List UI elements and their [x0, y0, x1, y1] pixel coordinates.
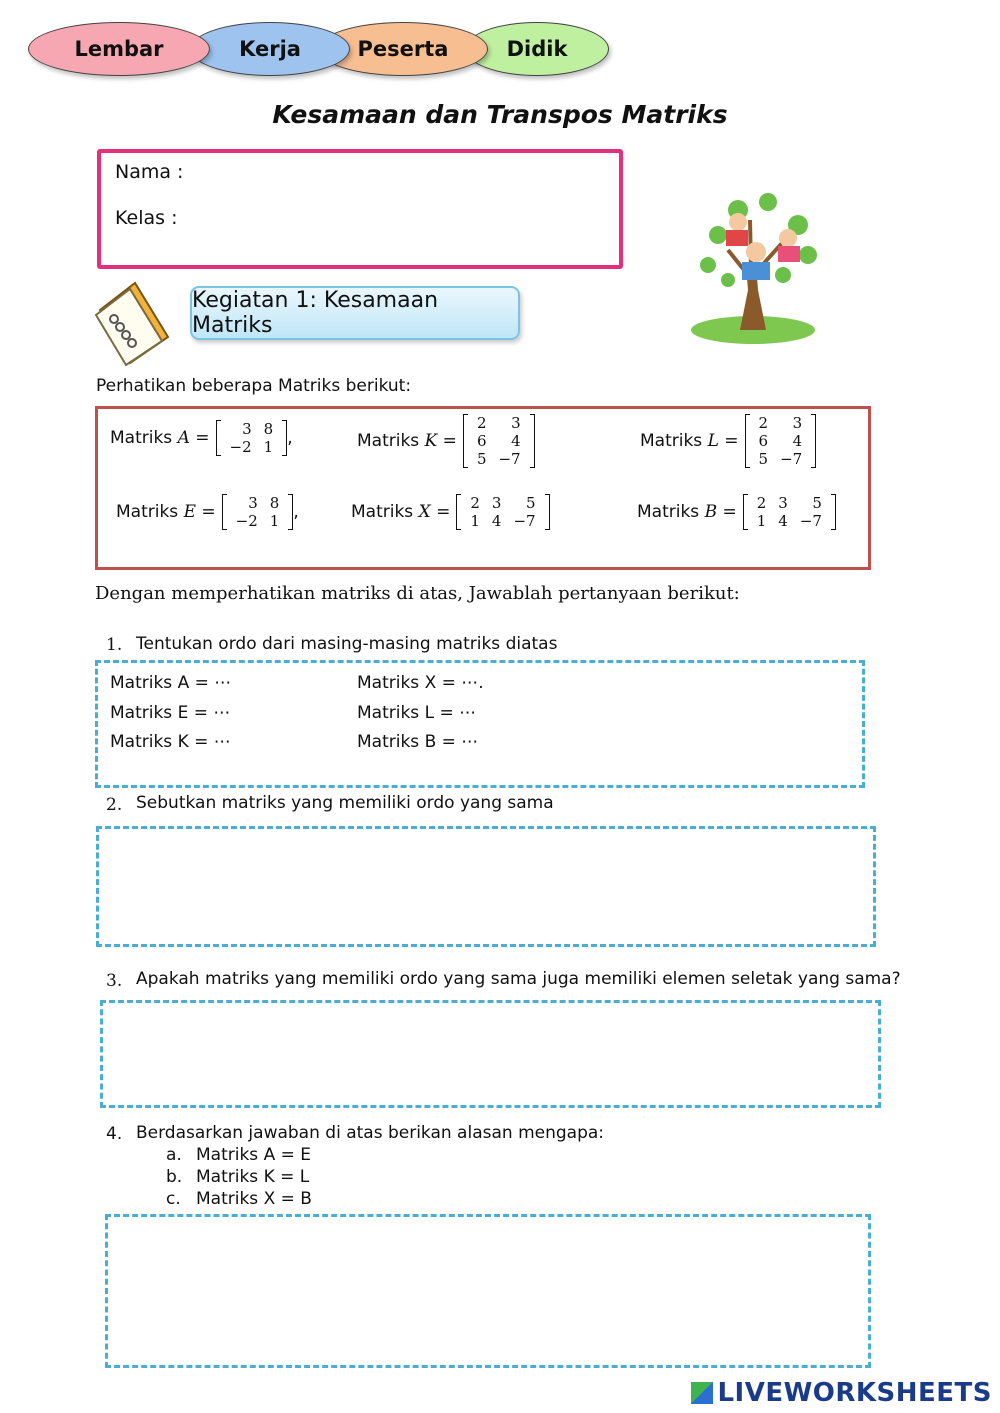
page-title: Kesamaan dan Transpos Matriks	[272, 100, 728, 129]
instruction-text: Dengan memperhatikan matriks di atas, Jawablah pertanyaan berikut:	[95, 583, 740, 604]
matrix-k	[357, 414, 535, 468]
matrix-label: Matriks A =	[110, 428, 210, 448]
matrix-suffix: ,	[287, 428, 293, 448]
q1-answer-a: Matriks A = ⋯	[110, 673, 232, 693]
header-oval-kerja: Kerja	[190, 22, 350, 76]
matrix-cell: 1	[756, 512, 767, 530]
matrix-cell: 4	[778, 512, 788, 530]
matrix-label: Matriks E =	[116, 502, 216, 522]
matrix-name: A	[177, 428, 190, 448]
matrix-cell: 5	[812, 494, 822, 512]
matrix-l	[640, 414, 816, 468]
question-3-text: Apakah matriks yang memiliki ordo yang sama juga memiliki elemen seletak yang sama?	[136, 969, 901, 989]
question-3-number: 3.	[106, 971, 123, 991]
children-reading-tree-illustration	[688, 180, 830, 350]
matrix-e	[116, 494, 299, 530]
matrix-cell: 3	[778, 494, 788, 512]
question-4-number: 4.	[106, 1124, 123, 1144]
matrix-cell: 6	[758, 432, 769, 450]
q1-answer-e: Matriks E = ⋯	[110, 703, 231, 723]
matrix-x	[351, 494, 550, 530]
q1-answer-b: Matriks B = ⋯	[357, 732, 479, 752]
q4-item-a-text: Matriks A = E	[196, 1145, 311, 1165]
matrix-cell: −7	[780, 450, 803, 468]
matrix-cell: 2	[758, 414, 769, 432]
answer-box-2[interactable]	[96, 826, 876, 947]
answer-box-3[interactable]	[100, 1000, 881, 1108]
question-1-text: Tentukan ordo dari masing-masing matriks diatas	[136, 634, 558, 654]
matrix-brackets	[216, 420, 288, 456]
matrix-prefix: Matriks	[351, 502, 414, 522]
logo-text: LIVEWORKSHEETS	[717, 1378, 992, 1408]
question-2-text: Sebutkan matriks yang memiliki ordo yang sama	[136, 793, 554, 813]
matrix-cell: 3	[242, 420, 252, 438]
answer-box-4[interactable]	[105, 1214, 871, 1368]
header-oval-lembar: Lembar	[28, 22, 210, 76]
matrix-cell: −7	[799, 512, 822, 530]
matrix-cell: 2	[476, 414, 487, 432]
matrix-cell: −2	[229, 438, 252, 456]
matrix-a	[110, 420, 293, 456]
matrix-name: B	[704, 502, 718, 522]
intro-text: Perhatikan beberapa Matriks berikut:	[96, 376, 412, 396]
matrix-cell: 3	[248, 494, 258, 512]
matrix-cell: −7	[513, 512, 536, 530]
header-oval-didik: Didik	[465, 22, 609, 76]
matrix-cell: 8	[269, 494, 280, 512]
matrix-prefix: Matriks	[640, 431, 703, 451]
matrix-prefix: Matriks	[357, 431, 420, 451]
matrix-cell: 3	[491, 494, 502, 512]
kelas-label: Kelas :	[115, 207, 178, 229]
matrix-cell: −2	[235, 512, 258, 530]
matrix-cell: −7	[498, 450, 521, 468]
question-1-number: 1.	[106, 635, 123, 655]
matrix-prefix: Matriks	[637, 502, 700, 522]
matrix-cell: 4	[511, 432, 521, 450]
matrix-b	[637, 494, 836, 530]
q4-item-c-text: Matriks X = B	[196, 1189, 312, 1209]
matrix-cell: 4	[792, 432, 803, 450]
matrix-suffix: ,	[293, 502, 299, 522]
nama-label: Nama :	[115, 161, 184, 183]
question-2-number: 2.	[106, 795, 123, 815]
liveworksheets-logo	[691, 1378, 992, 1408]
matrix-label: Matriks L =	[640, 431, 739, 451]
matrix-cell: 4	[491, 512, 502, 530]
matrix-cell: 1	[263, 438, 274, 456]
activity-heading: Kegiatan 1: Kesamaan Matriks	[190, 286, 520, 340]
matrix-cell: 1	[470, 512, 480, 530]
matrix-brackets	[463, 414, 535, 468]
logo-icon	[691, 1382, 713, 1404]
matrix-brackets	[743, 494, 836, 530]
q4-item-b-letter: b.	[166, 1167, 183, 1187]
nama-input[interactable]	[200, 158, 594, 188]
q4-item-c-letter: c.	[166, 1189, 181, 1209]
matrix-name: L	[707, 431, 719, 451]
matrix-cell: 5	[758, 450, 769, 468]
matrix-brackets	[745, 414, 817, 468]
matrix-name: K	[424, 431, 438, 451]
matrix-cell: 2	[756, 494, 767, 512]
matrix-cell: 3	[511, 414, 521, 432]
q4-item-b-text: Matriks K = L	[196, 1167, 310, 1187]
matrix-name: E	[183, 502, 196, 522]
matrix-label: Matriks K =	[357, 431, 457, 451]
matrix-prefix: Matriks	[116, 502, 179, 522]
matrix-label: Matriks B =	[637, 502, 737, 522]
q1-answer-l: Matriks L = ⋯	[357, 703, 477, 723]
q1-answer-x: Matriks X = ⋯.	[357, 673, 484, 693]
header-oval-peserta: Peserta	[318, 22, 488, 76]
matrix-brackets	[222, 494, 294, 530]
matrix-cell: 3	[792, 414, 803, 432]
kelas-input[interactable]	[200, 203, 594, 233]
q1-answer-k: Matriks K = ⋯	[110, 732, 231, 752]
matrix-cell: 5	[476, 450, 487, 468]
matrix-brackets	[456, 494, 549, 530]
matrix-cell: 6	[476, 432, 487, 450]
matrix-name: X	[418, 502, 431, 522]
matrix-prefix: Matriks	[110, 428, 173, 448]
q4-item-a-letter: a.	[166, 1145, 182, 1165]
matrix-cell: 1	[269, 512, 280, 530]
matrix-cell: 2	[470, 494, 480, 512]
matrix-cell: 8	[263, 420, 274, 438]
question-4-text: Berdasarkan jawaban di atas berikan alasan mengapa:	[136, 1123, 605, 1143]
notebook-icon	[90, 275, 172, 367]
matrix-cell: 5	[526, 494, 536, 512]
matrix-label: Matriks X =	[351, 502, 451, 522]
